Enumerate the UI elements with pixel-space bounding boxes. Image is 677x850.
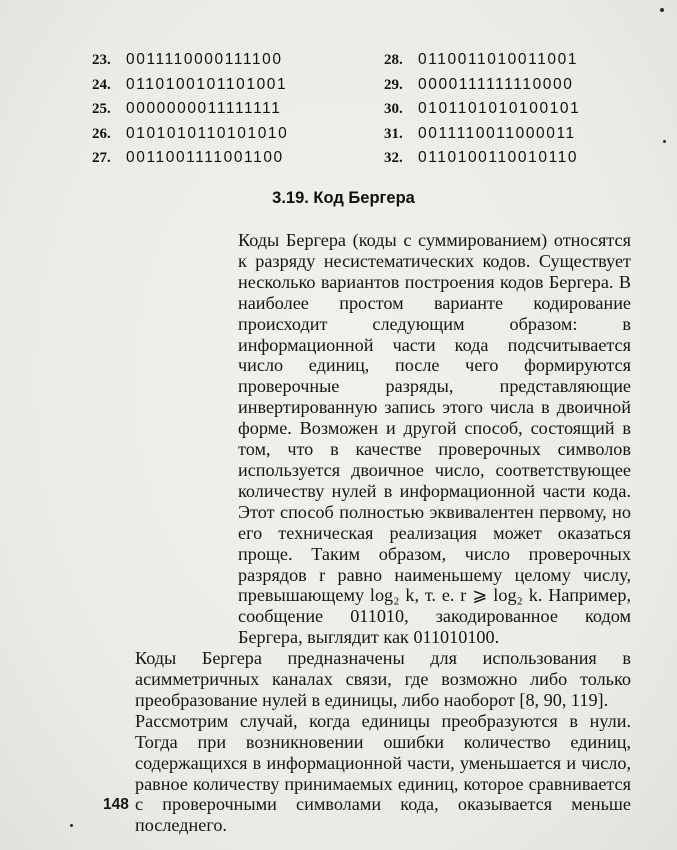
code-column-left xyxy=(92,48,288,171)
print-speck xyxy=(663,140,666,143)
code-value: 0101101010100101 xyxy=(418,100,581,118)
code-value: 0110100101101001 xyxy=(126,75,288,93)
paragraph-3: Рассмотрим случай, когда единицы преобразуются в нули. Тогда при возникновении ошибки количество единиц, содержащихся в информационной части, уменьшается и число, равное количеству принимаемых единиц, которое сравнивается с проверочными символами кода, оказывается меньше последнего. xyxy=(135,710,631,836)
paragraph-1: Коды Бергера (коды с суммированием) относятся к разряду несистематических кодов. Существует несколько вариантов построения кодов Бергера. В наиболее простом варианте кодирование происходит следующим образом: в информационной части кода подсчитывается число единиц, после чего формируются проверочные разряды, представляющие инвертированную запись этого числа в двоичной форме. Возможен и другой способ, состоящий в том, что в качестве проверочных символов используется двоичное число, соответствующее количеству нулей в информационной части кода. Этот способ полностью эквивалентен первому, но его техническая реализация может оказаться проще. Таким образом, число проверочных разрядов r равно наименьшему целому числу, превышающему log₂ k, т. е. r ⩾ log₂ k. Например, сообщение 011010, закодированное кодом Бергера, выглядит как 011010100. xyxy=(238,230,631,648)
body-text xyxy=(101,230,631,836)
code-number: 29. xyxy=(384,76,403,93)
code-number: 23. xyxy=(92,52,111,68)
page-number: 148 xyxy=(103,796,129,813)
code-column-right xyxy=(384,48,580,171)
code-number: 25. xyxy=(92,101,111,118)
code-number: 27. xyxy=(92,150,111,167)
code-value: 0110011010011001 xyxy=(418,51,579,68)
code-row xyxy=(384,146,580,171)
code-number: 30. xyxy=(384,101,403,118)
code-number: 31. xyxy=(384,125,403,142)
code-row xyxy=(384,122,580,147)
code-row xyxy=(92,122,288,147)
code-row xyxy=(92,146,288,171)
code-row xyxy=(92,97,288,122)
code-value: 0011110000111100 xyxy=(126,51,283,68)
code-value: 0110100110010110 xyxy=(418,149,579,167)
section-heading: 3.19. Код Бергера xyxy=(272,189,415,207)
code-number: 32. xyxy=(384,150,403,167)
code-value: 0000000011111111 xyxy=(126,100,282,118)
code-row xyxy=(384,73,580,98)
code-row xyxy=(384,48,580,73)
print-speck xyxy=(70,824,73,827)
code-row xyxy=(384,97,580,122)
code-value: 0101010110101010 xyxy=(126,124,289,142)
code-row xyxy=(92,48,288,73)
code-number: 26. xyxy=(92,125,111,142)
paragraph-2: Коды Бергера предназначены для использования в асимметричных каналах связи, где возможно либо только преобразование нулей в единицы, либо наоборот [8, 90, 119]. xyxy=(135,648,631,710)
code-value: 0011001111001100 xyxy=(126,149,284,167)
code-value: 0011110011000011 xyxy=(418,124,576,142)
code-number: 28. xyxy=(384,52,403,68)
code-number: 24. xyxy=(92,76,111,93)
code-value: 0000111111110000 xyxy=(418,75,574,93)
code-row xyxy=(92,73,288,98)
print-speck xyxy=(660,8,664,12)
